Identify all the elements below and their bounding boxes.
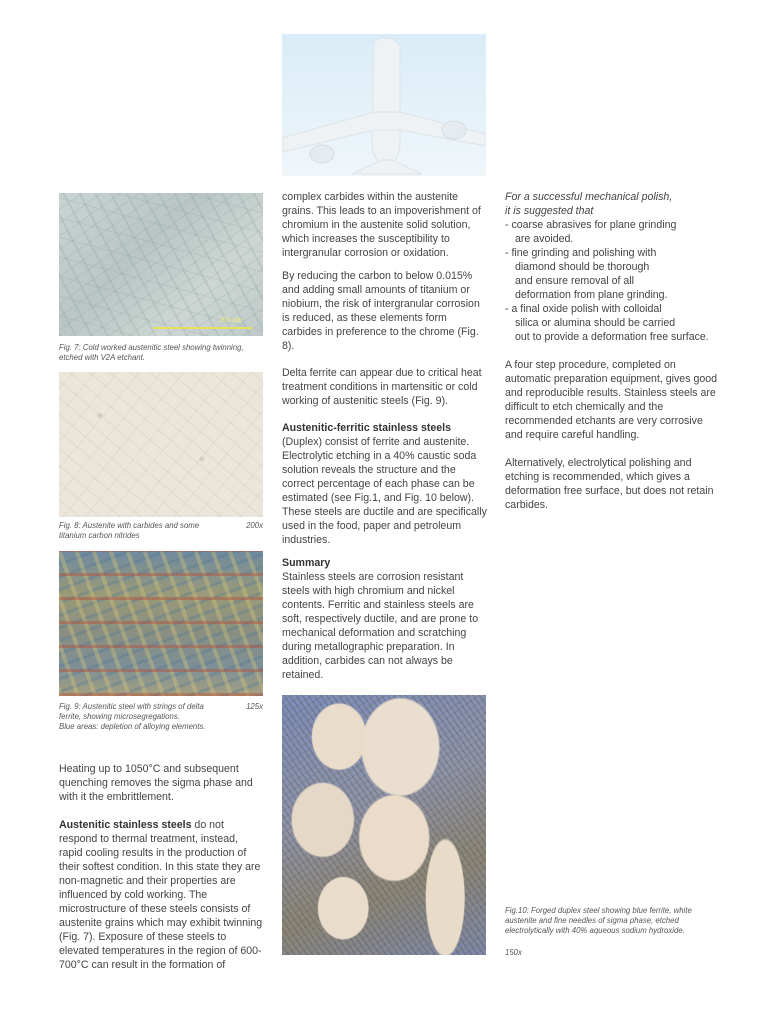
sigma-phase-paragraph: Heating up to 1050°C and subsequent quenching removes the sigma phase and with it the embrittlement.: [59, 763, 253, 803]
scale-label: 100 µm: [219, 317, 243, 324]
electrolytical-paragraph: Alternatively, electrolytical polishing and etching is recommended, which gives a deformation free surface, but does not retain carbides.: [505, 457, 714, 511]
carbon-reduction-paragraph: By reducing the carbon to below 0.015% and adding small amounts of titanium or niobium, the risk of intergranular corrosion is reduced, as these elements form carbides in preference to the chrome (Fig. 8).: [282, 270, 480, 352]
airplane-icon: [282, 34, 486, 176]
austenitic-paragraph: Austenitic stainless steels do not respond to thermal treatment, instead, rapid cooling results in the production of their softest condition. In this state they are non-magnetic and their properties are influenced by cold working. The microstructure of these steels consists of austenite grains which may exhibit twinning (Fig. 7). Exposure of these steels to elevated temperatures in the region of 600-700°C can result in the formation of: [59, 819, 263, 971]
duplex-paragraph: Austenitic-ferritic stainless steels (Duplex) consist of ferrite and austenite. Electrolytic etching in a 40% caustic soda solution reveals the structure and the correct percentage of each phase can be estimated (see Fig.1, and Fig. 10 below). These steels are ductile and are specifically used in the food, paper and petroleum industries.: [282, 422, 487, 546]
summary-paragraph: Stainless steels are corrosion resistant steels with high chromium and nickel contents. Ferritic and stainless steels are soft, respectively ductile, and are prone to mechanical deformation and scratching during metallographic preparation. In addition, carbides can not always be retained.: [282, 571, 479, 681]
bullet-item: - a final oxide polish with colloidal silica or alumina should be carried out to provide a deformation free surface.: [505, 303, 709, 343]
bullet-item: - coarse abrasives for plane grinding are avoided.: [505, 219, 677, 245]
figure-10-micrograph: [282, 695, 486, 955]
column-2-text: [282, 190, 488, 682]
scale-bar: [153, 327, 253, 329]
summary-heading: Summary: [282, 557, 331, 569]
bullet-item: - fine grinding and polishing with diamond should be thorough and ensure removal of all deformation from plane grinding.: [505, 247, 668, 301]
figure-7-micrograph: [59, 193, 263, 336]
four-step-paragraph: A four step procedure, completed on automatic preparation equipment, gives good and reproducible results. Stainless steels are difficult to etch chemically and the recommended etchants are very corrosive and require careful handling.: [505, 359, 718, 441]
column-3-text: For a successful mechanical polish, it is suggested that - coarse abrasives for plane grinding are avoided. - fine grinding and polishing with diamond should be thorough and ensure removal of all deformation from plane grinding. - a final oxide polish with colloidal silica or alumina should be carried out to provide a deformation free surface. A four step procedure, completed on automatic preparation equipment, gives good and reproducible results. Stainless steels are difficult to etch chemically and the recommended etchants are very corrosive and require careful handling. Alternatively, electrolytical polishing and etching is recommended, which gives a deformation free surface, but does not retain carbides.: [505, 191, 718, 511]
column-1-text: [59, 762, 263, 972]
figure-9-micrograph: [59, 551, 263, 696]
figure-10-caption: Fig.10: Forged duplex steel showing blue ferrite, white austenite and fine needles of sigma phase, etched electrolytically with 40% aqueous sodium hydroxide. 150x: [505, 906, 692, 957]
figure-9-caption: Fig. 9: Austenitic steel with strings of delta 125x ferrite, showing microsegregations. Blue areas: depletion of alloying elements.: [59, 702, 263, 731]
figure-8-caption: Fig. 8: Austenite with carbides and some 200x titanium carbon nitrides: [59, 521, 263, 540]
delta-ferrite-paragraph: Delta ferrite can appear due to critical heat treatment conditions in martensitic or cold working of austenitic steels (Fig. 9).: [282, 367, 482, 407]
figure-7-caption: Fig. 7: Cold worked austenitic steel showing twinning, etched with V2A etchant.: [59, 343, 244, 362]
carbides-paragraph: complex carbides within the austenite grains. This leads to an impoverishment of chromium in the austenite solid solution, which increases the susceptibility to intergranular corrosion or oxidation.: [282, 191, 481, 259]
airplane-photo: [282, 34, 486, 176]
figure-8-micrograph: [59, 372, 263, 517]
